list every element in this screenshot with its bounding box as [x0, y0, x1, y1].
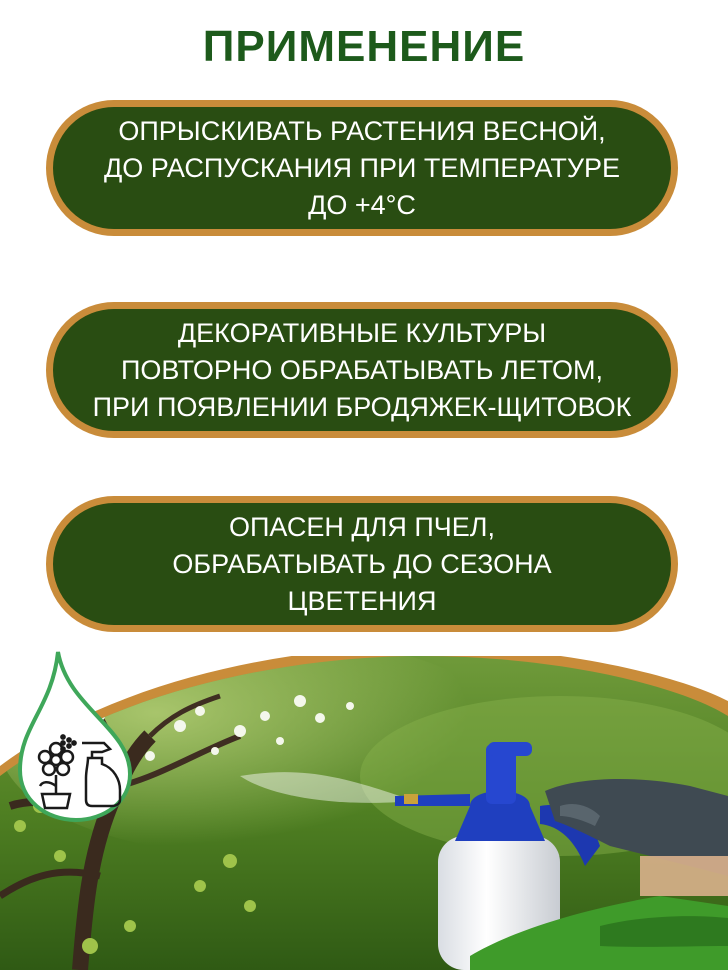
water-drop-icon: [12, 648, 136, 824]
info-line: ДЕКОРАТИВНЫЕ КУЛЬТУРЫ: [177, 317, 547, 348]
info-block-spring: [46, 100, 678, 236]
info-line: ПОВТОРНО ОБРАБАТЫВАТЬ ЛЕТОМ,: [121, 354, 603, 385]
info-block-summer: [46, 302, 678, 438]
info-line: ДО РАСПУСКАНИЯ ПРИ ТЕМПЕРАТУРЕ: [103, 152, 621, 183]
info-line: ОПАСЕН ДЛЯ ПЧЕЛ,: [229, 511, 495, 542]
info-line: ОБРАБАТЫВАТЬ ДО СЕЗОНА: [172, 548, 552, 579]
info-line: ПРИ ПОЯВЛЕНИИ БРОДЯЖЕК-ЩИТОВОК: [92, 391, 632, 422]
info-line: ДО +4°С: [308, 189, 416, 220]
info-block-bees: [46, 496, 678, 632]
info-line: ОПРЫСКИВАТЬ РАСТЕНИЯ ВЕСНОЙ,: [118, 115, 606, 146]
info-line: ЦВЕТЕНИЯ: [287, 585, 437, 616]
page-title: ПРИМЕНЕНИЕ: [202, 22, 526, 71]
